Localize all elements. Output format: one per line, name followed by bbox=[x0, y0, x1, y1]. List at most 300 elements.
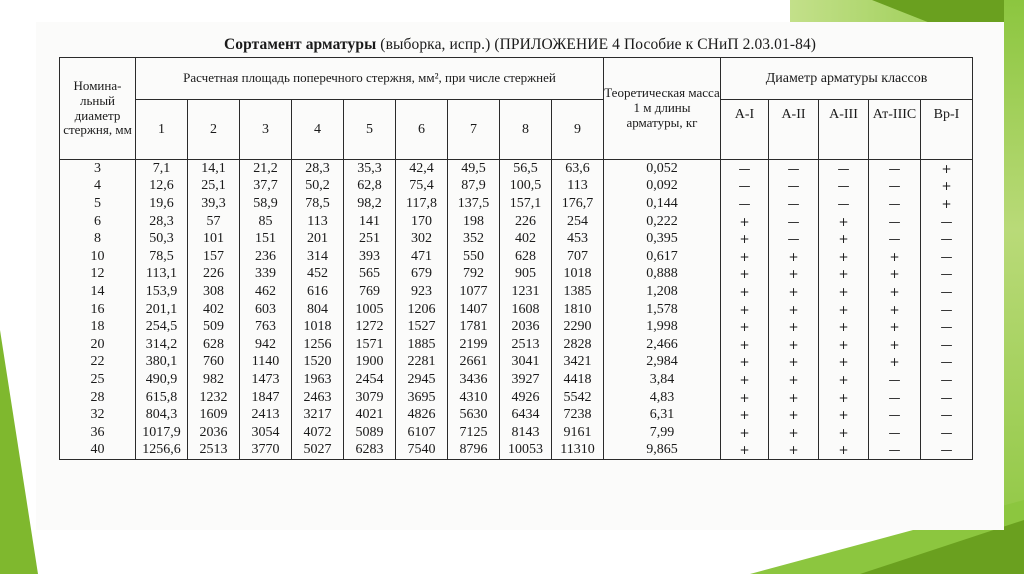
cell-area: 763 bbox=[240, 318, 292, 336]
rebar-assortment-table bbox=[59, 57, 973, 460]
cell-area: 3695 bbox=[396, 389, 448, 407]
cell-area: 707 bbox=[552, 248, 604, 266]
cell-class-mark: — bbox=[869, 424, 921, 442]
cell-area: 471 bbox=[396, 248, 448, 266]
cell-class-mark: + bbox=[921, 160, 973, 178]
cell-class-mark: + bbox=[769, 318, 819, 336]
header-count-5: 5 bbox=[344, 100, 396, 160]
cell-class-mark: — bbox=[921, 266, 973, 284]
cell-mass: 0,144 bbox=[604, 195, 721, 213]
cell-area: 565 bbox=[344, 266, 396, 284]
cell-mass: 0,888 bbox=[604, 266, 721, 284]
cell-class-mark: + bbox=[721, 354, 769, 372]
cell-area: 942 bbox=[240, 336, 292, 354]
cell-class-mark: — bbox=[921, 354, 973, 372]
cell-area: 113 bbox=[552, 178, 604, 196]
cell-class-mark: + bbox=[819, 354, 869, 372]
cell-diameter: 12 bbox=[60, 266, 136, 284]
cell-area: 453 bbox=[552, 230, 604, 248]
cell-class-mark: + bbox=[769, 371, 819, 389]
cell-class-mark: + bbox=[819, 213, 869, 231]
cell-area: 314,2 bbox=[136, 336, 188, 354]
cell-class-mark: + bbox=[869, 248, 921, 266]
cell-diameter: 16 bbox=[60, 301, 136, 319]
cell-area: 11310 bbox=[552, 442, 604, 460]
cell-class-mark: + bbox=[769, 248, 819, 266]
cell-class-mark: — bbox=[921, 301, 973, 319]
cell-area: 28,3 bbox=[292, 160, 344, 178]
cell-class-mark: — bbox=[921, 442, 973, 460]
cell-area: 1473 bbox=[240, 371, 292, 389]
cell-class-mark: + bbox=[769, 389, 819, 407]
cell-area: 2661 bbox=[448, 354, 500, 372]
cell-class-mark: — bbox=[819, 160, 869, 178]
cell-area: 1005 bbox=[344, 301, 396, 319]
cell-area: 9161 bbox=[552, 424, 604, 442]
cell-area: 5027 bbox=[292, 442, 344, 460]
cell-area: 1609 bbox=[188, 406, 240, 424]
cell-area: 5630 bbox=[448, 406, 500, 424]
table-row bbox=[60, 178, 973, 196]
cell-class-mark: + bbox=[869, 301, 921, 319]
cell-area: 49,5 bbox=[448, 160, 500, 178]
cell-class-mark: — bbox=[721, 178, 769, 196]
cell-class-mark: + bbox=[869, 354, 921, 372]
table-row bbox=[60, 160, 973, 178]
cell-class-mark: + bbox=[721, 248, 769, 266]
cell-mass: 0,092 bbox=[604, 178, 721, 196]
cell-area: 769 bbox=[344, 283, 396, 301]
cell-class-mark: + bbox=[769, 301, 819, 319]
cell-area: 628 bbox=[188, 336, 240, 354]
table-row bbox=[60, 195, 973, 213]
cell-diameter: 14 bbox=[60, 283, 136, 301]
cell-area: 1571 bbox=[344, 336, 396, 354]
header-class-2: А-II bbox=[769, 100, 819, 160]
cell-class-mark: + bbox=[769, 283, 819, 301]
cell-area: 402 bbox=[188, 301, 240, 319]
cell-area: 3041 bbox=[500, 354, 552, 372]
cell-class-mark: — bbox=[869, 442, 921, 460]
cell-area: 4418 bbox=[552, 371, 604, 389]
cell-diameter: 5 bbox=[60, 195, 136, 213]
cell-class-mark: — bbox=[921, 248, 973, 266]
cell-mass: 0,222 bbox=[604, 213, 721, 231]
cell-area: 226 bbox=[500, 213, 552, 231]
cell-class-mark: — bbox=[769, 195, 819, 213]
cell-area: 2513 bbox=[188, 442, 240, 460]
cell-class-mark: — bbox=[921, 318, 973, 336]
table-row bbox=[60, 248, 973, 266]
cell-area: 62,8 bbox=[344, 178, 396, 196]
cell-area: 1385 bbox=[552, 283, 604, 301]
cell-class-mark: — bbox=[921, 213, 973, 231]
cell-area: 100,5 bbox=[500, 178, 552, 196]
cell-diameter: 10 bbox=[60, 248, 136, 266]
cell-area: 452 bbox=[292, 266, 344, 284]
cell-class-mark: — bbox=[869, 230, 921, 248]
cell-class-mark: — bbox=[921, 389, 973, 407]
cell-area: 1140 bbox=[240, 354, 292, 372]
cell-area: 615,8 bbox=[136, 389, 188, 407]
cell-area: 3054 bbox=[240, 424, 292, 442]
table-row bbox=[60, 389, 973, 407]
cell-mass: 6,31 bbox=[604, 406, 721, 424]
cell-class-mark: — bbox=[769, 160, 819, 178]
cell-class-mark: + bbox=[769, 336, 819, 354]
cell-mass: 9,865 bbox=[604, 442, 721, 460]
table-row bbox=[60, 283, 973, 301]
cell-area: 1407 bbox=[448, 301, 500, 319]
cell-class-mark: + bbox=[869, 283, 921, 301]
cell-area: 2199 bbox=[448, 336, 500, 354]
cell-area: 1608 bbox=[500, 301, 552, 319]
table-row bbox=[60, 371, 973, 389]
cell-area: 3770 bbox=[240, 442, 292, 460]
cell-mass: 0,052 bbox=[604, 160, 721, 178]
cell-class-mark: — bbox=[769, 178, 819, 196]
cell-area: 3927 bbox=[500, 371, 552, 389]
cell-area: 380,1 bbox=[136, 354, 188, 372]
header-mass: Теоретическая масса 1 м длины арматуры, кг bbox=[604, 58, 721, 160]
cell-area: 87,9 bbox=[448, 178, 500, 196]
cell-mass: 2,466 bbox=[604, 336, 721, 354]
cell-area: 5542 bbox=[552, 389, 604, 407]
cell-area: 63,6 bbox=[552, 160, 604, 178]
cell-area: 1018 bbox=[552, 266, 604, 284]
cell-area: 2828 bbox=[552, 336, 604, 354]
cell-class-mark: + bbox=[921, 178, 973, 196]
cell-area: 1963 bbox=[292, 371, 344, 389]
cell-mass: 2,984 bbox=[604, 354, 721, 372]
cell-area: 603 bbox=[240, 301, 292, 319]
cell-class-mark: + bbox=[721, 266, 769, 284]
cell-area: 236 bbox=[240, 248, 292, 266]
cell-area: 157 bbox=[188, 248, 240, 266]
cell-diameter: 32 bbox=[60, 406, 136, 424]
cell-class-mark: + bbox=[721, 424, 769, 442]
header-count-6: 6 bbox=[396, 100, 448, 160]
cell-area: 78,5 bbox=[136, 248, 188, 266]
cell-class-mark: + bbox=[721, 213, 769, 231]
cell-area: 50,3 bbox=[136, 230, 188, 248]
cell-class-mark: + bbox=[769, 266, 819, 284]
cell-area: 117,8 bbox=[396, 195, 448, 213]
cell-area: 1781 bbox=[448, 318, 500, 336]
cell-area: 804 bbox=[292, 301, 344, 319]
cell-area: 7125 bbox=[448, 424, 500, 442]
cell-mass: 1,998 bbox=[604, 318, 721, 336]
header-count-8: 8 bbox=[500, 100, 552, 160]
cell-class-mark: — bbox=[869, 389, 921, 407]
cell-diameter: 36 bbox=[60, 424, 136, 442]
cell-area: 490,9 bbox=[136, 371, 188, 389]
cell-area: 628 bbox=[500, 248, 552, 266]
cell-diameter: 40 bbox=[60, 442, 136, 460]
cell-area: 58,9 bbox=[240, 195, 292, 213]
cell-class-mark: + bbox=[819, 318, 869, 336]
document-title bbox=[36, 36, 1004, 54]
table-row bbox=[60, 213, 973, 231]
cell-area: 21,2 bbox=[240, 160, 292, 178]
cell-class-mark: — bbox=[721, 195, 769, 213]
cell-area: 35,3 bbox=[344, 160, 396, 178]
cell-mass: 1,578 bbox=[604, 301, 721, 319]
cell-area: 804,3 bbox=[136, 406, 188, 424]
cell-area: 10053 bbox=[500, 442, 552, 460]
header-count-4: 4 bbox=[292, 100, 344, 160]
cell-area: 339 bbox=[240, 266, 292, 284]
scanned-document bbox=[36, 22, 1004, 530]
cell-area: 78,5 bbox=[292, 195, 344, 213]
cell-area: 3217 bbox=[292, 406, 344, 424]
cell-area: 57 bbox=[188, 213, 240, 231]
cell-mass: 0,617 bbox=[604, 248, 721, 266]
cell-diameter: 20 bbox=[60, 336, 136, 354]
cell-area: 157,1 bbox=[500, 195, 552, 213]
cell-class-mark: + bbox=[721, 230, 769, 248]
cell-area: 393 bbox=[344, 248, 396, 266]
table-row bbox=[60, 318, 973, 336]
cell-area: 2036 bbox=[500, 318, 552, 336]
cell-area: 14,1 bbox=[188, 160, 240, 178]
cell-area: 39,3 bbox=[188, 195, 240, 213]
header-class-4: Ат-IIIС bbox=[869, 100, 921, 160]
cell-area: 254,5 bbox=[136, 318, 188, 336]
cell-area: 2454 bbox=[344, 371, 396, 389]
table-row bbox=[60, 336, 973, 354]
header-class-5: Вр-I bbox=[921, 100, 973, 160]
cell-area: 923 bbox=[396, 283, 448, 301]
header-count-7: 7 bbox=[448, 100, 500, 160]
cell-area: 8796 bbox=[448, 442, 500, 460]
cell-area: 4072 bbox=[292, 424, 344, 442]
cell-area: 905 bbox=[500, 266, 552, 284]
cell-area: 3436 bbox=[448, 371, 500, 389]
cell-class-mark: + bbox=[721, 336, 769, 354]
cell-area: 792 bbox=[448, 266, 500, 284]
cell-class-mark: + bbox=[819, 336, 869, 354]
cell-class-mark: + bbox=[769, 406, 819, 424]
cell-area: 1231 bbox=[500, 283, 552, 301]
cell-class-mark: + bbox=[819, 230, 869, 248]
cell-area: 7238 bbox=[552, 406, 604, 424]
cell-class-mark: + bbox=[769, 424, 819, 442]
cell-area: 19,6 bbox=[136, 195, 188, 213]
cell-area: 2463 bbox=[292, 389, 344, 407]
cell-class-mark: + bbox=[769, 354, 819, 372]
cell-diameter: 25 bbox=[60, 371, 136, 389]
table-row bbox=[60, 354, 973, 372]
cell-class-mark: + bbox=[721, 301, 769, 319]
table-row bbox=[60, 442, 973, 460]
cell-area: 1256 bbox=[292, 336, 344, 354]
cell-diameter: 18 bbox=[60, 318, 136, 336]
cell-mass: 0,395 bbox=[604, 230, 721, 248]
cell-area: 254 bbox=[552, 213, 604, 231]
cell-area: 1847 bbox=[240, 389, 292, 407]
cell-area: 1885 bbox=[396, 336, 448, 354]
cell-area: 198 bbox=[448, 213, 500, 231]
cell-class-mark: — bbox=[921, 371, 973, 389]
cell-class-mark: — bbox=[721, 160, 769, 178]
cell-area: 141 bbox=[344, 213, 396, 231]
cell-class-mark: + bbox=[819, 301, 869, 319]
cell-area: 1900 bbox=[344, 354, 396, 372]
cell-class-mark: + bbox=[819, 283, 869, 301]
cell-area: 101 bbox=[188, 230, 240, 248]
cell-area: 4826 bbox=[396, 406, 448, 424]
header-count-9: 9 bbox=[552, 100, 604, 160]
cell-mass: 7,99 bbox=[604, 424, 721, 442]
cell-class-mark: + bbox=[819, 371, 869, 389]
cell-area: 201,1 bbox=[136, 301, 188, 319]
cell-class-mark: + bbox=[721, 371, 769, 389]
cell-area: 760 bbox=[188, 354, 240, 372]
cell-area: 50,2 bbox=[292, 178, 344, 196]
cell-class-mark: — bbox=[819, 195, 869, 213]
cell-area: 6434 bbox=[500, 406, 552, 424]
cell-area: 75,4 bbox=[396, 178, 448, 196]
cell-mass: 4,83 bbox=[604, 389, 721, 407]
cell-class-mark: + bbox=[869, 318, 921, 336]
cell-area: 226 bbox=[188, 266, 240, 284]
cell-class-mark: — bbox=[769, 213, 819, 231]
cell-area: 56,5 bbox=[500, 160, 552, 178]
cell-area: 137,5 bbox=[448, 195, 500, 213]
cell-area: 352 bbox=[448, 230, 500, 248]
cell-class-mark: + bbox=[819, 424, 869, 442]
cell-area: 509 bbox=[188, 318, 240, 336]
cell-area: 1272 bbox=[344, 318, 396, 336]
cell-area: 37,7 bbox=[240, 178, 292, 196]
cell-area: 679 bbox=[396, 266, 448, 284]
cell-diameter: 22 bbox=[60, 354, 136, 372]
cell-class-mark: — bbox=[819, 178, 869, 196]
cell-area: 201 bbox=[292, 230, 344, 248]
cell-class-mark: + bbox=[721, 406, 769, 424]
cell-area: 2413 bbox=[240, 406, 292, 424]
header-count-3: 3 bbox=[240, 100, 292, 160]
cell-class-mark: — bbox=[769, 230, 819, 248]
cell-area: 616 bbox=[292, 283, 344, 301]
cell-area: 12,6 bbox=[136, 178, 188, 196]
cell-area: 4021 bbox=[344, 406, 396, 424]
cell-class-mark: — bbox=[921, 230, 973, 248]
decor-left-triangle bbox=[0, 330, 38, 574]
table-row bbox=[60, 301, 973, 319]
cell-class-mark: — bbox=[869, 406, 921, 424]
cell-class-mark: — bbox=[921, 336, 973, 354]
cell-area: 4310 bbox=[448, 389, 500, 407]
cell-mass: 3,84 bbox=[604, 371, 721, 389]
cell-class-mark: + bbox=[819, 442, 869, 460]
cell-area: 42,4 bbox=[396, 160, 448, 178]
cell-class-mark: — bbox=[921, 283, 973, 301]
cell-area: 1017,9 bbox=[136, 424, 188, 442]
cell-area: 3079 bbox=[344, 389, 396, 407]
cell-area: 2036 bbox=[188, 424, 240, 442]
table-row bbox=[60, 406, 973, 424]
cell-class-mark: + bbox=[921, 195, 973, 213]
cell-area: 251 bbox=[344, 230, 396, 248]
cell-area: 1232 bbox=[188, 389, 240, 407]
cell-area: 1256,6 bbox=[136, 442, 188, 460]
cell-area: 1810 bbox=[552, 301, 604, 319]
cell-diameter: 6 bbox=[60, 213, 136, 231]
cell-area: 113 bbox=[292, 213, 344, 231]
cell-mass: 1,208 bbox=[604, 283, 721, 301]
cell-class-mark: — bbox=[869, 160, 921, 178]
cell-area: 5089 bbox=[344, 424, 396, 442]
cell-area: 8143 bbox=[500, 424, 552, 442]
cell-class-mark: + bbox=[819, 248, 869, 266]
cell-area: 550 bbox=[448, 248, 500, 266]
title-bold: Сортамент арматуры bbox=[223, 36, 377, 53]
cell-area: 982 bbox=[188, 371, 240, 389]
cell-area: 1018 bbox=[292, 318, 344, 336]
cell-class-mark: — bbox=[869, 213, 921, 231]
cell-class-mark: + bbox=[769, 442, 819, 460]
table-row bbox=[60, 424, 973, 442]
cell-area: 7540 bbox=[396, 442, 448, 460]
cell-class-mark: — bbox=[869, 178, 921, 196]
cell-area: 170 bbox=[396, 213, 448, 231]
cell-class-mark: + bbox=[819, 266, 869, 284]
cell-class-mark: + bbox=[721, 318, 769, 336]
cell-area: 2281 bbox=[396, 354, 448, 372]
cell-class-mark: — bbox=[921, 424, 973, 442]
cell-class-mark: + bbox=[869, 266, 921, 284]
cell-area: 7,1 bbox=[136, 160, 188, 178]
title-rest: (выборка, испр.) (ПРИЛОЖЕНИЕ 4 Пособие к СНиП 2.03.01-84) bbox=[376, 36, 817, 53]
table-row bbox=[60, 230, 973, 248]
header-diameter: Номина-льный диаметр стержня, мм bbox=[60, 58, 136, 160]
cell-area: 2945 bbox=[396, 371, 448, 389]
cell-class-mark: + bbox=[819, 389, 869, 407]
cell-area: 98,2 bbox=[344, 195, 396, 213]
cell-area: 2513 bbox=[500, 336, 552, 354]
cell-area: 153,9 bbox=[136, 283, 188, 301]
cell-area: 85 bbox=[240, 213, 292, 231]
cell-diameter: 3 bbox=[60, 160, 136, 178]
table-row bbox=[60, 266, 973, 284]
cell-area: 113,1 bbox=[136, 266, 188, 284]
cell-area: 3421 bbox=[552, 354, 604, 372]
cell-class-mark: + bbox=[869, 336, 921, 354]
header-classes: Диаметр арматуры классов bbox=[721, 58, 973, 100]
cell-class-mark: — bbox=[869, 195, 921, 213]
cell-area: 6107 bbox=[396, 424, 448, 442]
cell-diameter: 4 bbox=[60, 178, 136, 196]
cell-area: 308 bbox=[188, 283, 240, 301]
cell-area: 314 bbox=[292, 248, 344, 266]
cell-area: 462 bbox=[240, 283, 292, 301]
cell-area: 402 bbox=[500, 230, 552, 248]
decor-right-strip bbox=[1004, 0, 1024, 574]
cell-class-mark: + bbox=[721, 442, 769, 460]
cell-area: 1206 bbox=[396, 301, 448, 319]
cell-area: 1520 bbox=[292, 354, 344, 372]
header-area: Расчетная площадь поперечного стержня, мм², при числе стержней bbox=[136, 58, 604, 100]
cell-diameter: 8 bbox=[60, 230, 136, 248]
cell-class-mark: — bbox=[869, 371, 921, 389]
cell-area: 1077 bbox=[448, 283, 500, 301]
cell-class-mark: + bbox=[721, 389, 769, 407]
cell-area: 6283 bbox=[344, 442, 396, 460]
cell-area: 151 bbox=[240, 230, 292, 248]
header-class-3: А-III bbox=[819, 100, 869, 160]
